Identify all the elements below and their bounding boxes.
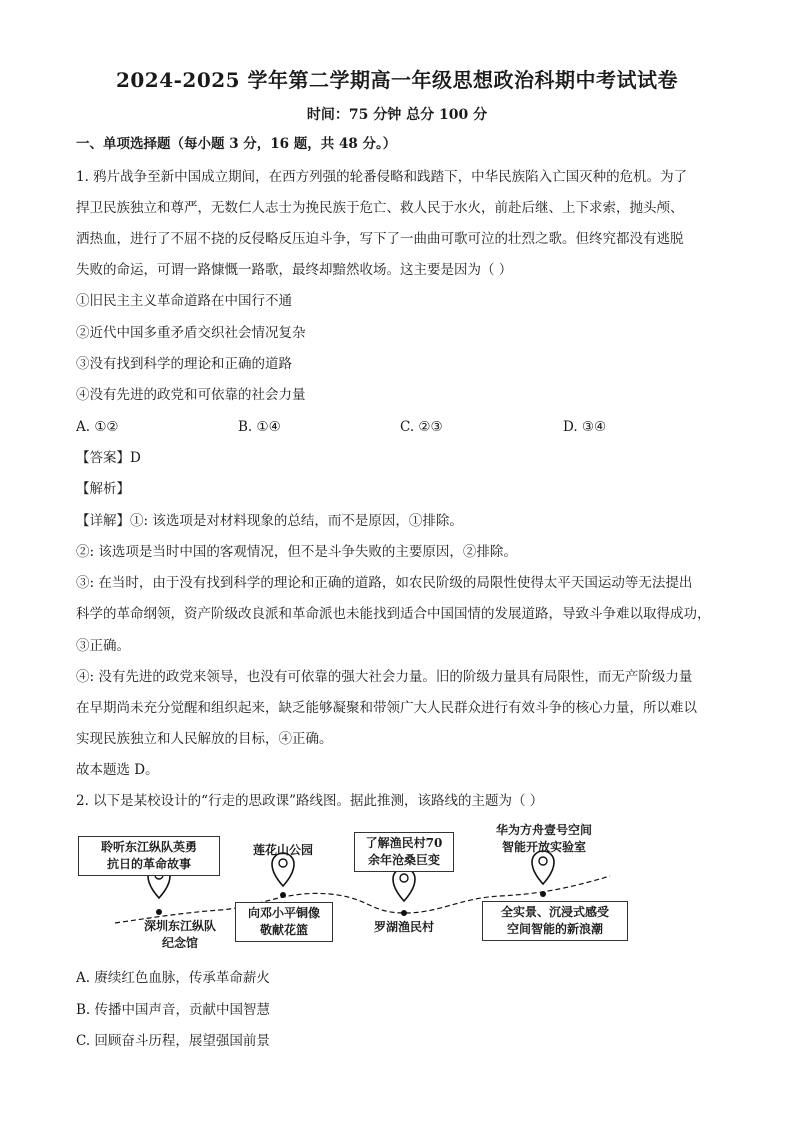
route-note-box — [354, 832, 454, 872]
q1-item: ③没有找到科学的理论和正确的道路 — [76, 356, 292, 372]
q1-analysis-line: ④: 没有先进的政党来领导，也没有可依靠的强大社会力量。旧的阶级力量具有局限性，而无产阶级力量 — [76, 669, 693, 685]
route-stop-label: 莲花山公园 — [252, 843, 313, 857]
q1-analysis-line: ③正确。 — [76, 638, 130, 654]
q1-option-c: C. ②③ — [400, 419, 443, 435]
route-stop-label — [474, 822, 614, 856]
page-title: 2024-2025 学年第二学期高一年级思想政治科期中考试试卷 — [115, 68, 679, 92]
q1-analysis-label: 【解析】 — [76, 481, 130, 497]
q1-option-a: A. ①② — [76, 419, 119, 435]
route-stop-line: 纪念馆 — [161, 936, 198, 950]
route-stop-line: 智能开放实验室 — [501, 840, 586, 854]
q1-analysis-line: 故本题选 D。 — [76, 762, 159, 778]
q1-analysis-line: ②: 该选项是当时中国的客观情况，但不是斗争失败的主要原因，②排除。 — [76, 544, 517, 560]
route-note-line: 敬献花篮 — [259, 923, 308, 937]
section-heading: 一、单项选择题（每小题 3 分，16 题，共 48 分。） — [76, 136, 397, 152]
q1-stem-line: 失败的命运，可谓一路慷慨一路歌，最终却黯然收场。这主要是因为（ ） — [76, 262, 513, 278]
q1-answer: 【答案】D — [76, 450, 141, 466]
q1-analysis-line: 科学的革命纲领，资产阶级改良派和革命派也未能找到适合中国国情的发展道路，导致斗争难以取得成功， — [76, 606, 711, 622]
q2-option-a: A. 赓续红色血脉，传承革命薪火 — [76, 970, 270, 986]
route-note-line: 抗日的革命故事 — [106, 857, 191, 871]
q1-stem-line: 捍卫民族独立和尊严，无数仁人志士为挽民族于危亡、救人民于水火，前赴后继、上下求索，抛头颅、 — [76, 200, 684, 216]
q1-item: ④没有先进的政党和可依靠的社会力量 — [76, 387, 306, 403]
q1-stem-line: 1. 鸦片战争至新中国成立期间，在西方列强的轮番侵略和践踏下，中华民族陷入亡国灭种的危机。为了 — [76, 169, 688, 185]
q2-option-b: B. 传播中国声音，贡献中国智慧 — [76, 1002, 271, 1018]
route-note-box — [482, 901, 628, 941]
route-note-line: 全实景、沉浸式感受 — [500, 905, 609, 919]
q1-option-b: B. ①④ — [238, 419, 281, 435]
route-stop-line: 华为方舟壹号空间 — [495, 823, 592, 837]
route-note-line: 空间智能的新浪潮 — [506, 922, 603, 936]
exam-time-info: 时间：75 分钟 总分 100 分 — [306, 107, 488, 123]
route-stop-line: 深圳东江纵队 — [143, 919, 216, 933]
q1-analysis-line: 在早期尚未充分觉醒和组织起来，缺乏能够凝聚和带领广大人民群众进行有效斗争的核心力量，所以难以 — [76, 700, 697, 716]
location-pin-icon — [272, 853, 294, 898]
q1-analysis-line: 实现民族独立和人民解放的目标，④正确。 — [76, 731, 333, 747]
route-note-line: 聆听东江纵队英勇 — [100, 840, 197, 854]
route-note-line: 余年沧桑巨变 — [367, 853, 440, 867]
route-map — [70, 818, 650, 953]
route-note-line: 向邓小平铜像 — [247, 906, 320, 920]
q1-analysis-line: 【详解】①: 该选项是对材料现象的总结，而不是原因，①排除。 — [76, 513, 463, 529]
q1-option-d: D. ③④ — [563, 419, 607, 435]
q1-item: ①旧民主主义革命道路在中国行不通 — [76, 293, 292, 309]
route-note-box — [235, 902, 333, 942]
route-note-box — [78, 836, 220, 876]
route-stop-label: 罗湖渔民村 — [373, 920, 434, 934]
route-note-line: 了解渔民村70 — [365, 836, 443, 850]
q1-stem-line: 洒热血，进行了不屈不挠的反侵略反压迫斗争，写下了一曲曲可歌可泣的壮烈之歌。但终究都没有逃脱 — [76, 231, 684, 247]
route-stop-label — [125, 918, 235, 952]
q2-stem: 2. 以下是某校设计的“行走的思政课”路线图。据此推测，该路线的主题为（ ） — [76, 793, 544, 809]
q2-option-c: C. 回顾奋斗历程，展望强国前景 — [76, 1033, 270, 1049]
q1-item: ②近代中国多重矛盾交织社会情况复杂 — [76, 325, 306, 341]
q1-analysis-line: ③: 在当时，由于没有找到科学的理论和正确的道路，如农民阶级的局限性使得太平天国运动等无法提出 — [76, 575, 693, 591]
location-pin-icon — [393, 868, 415, 916]
